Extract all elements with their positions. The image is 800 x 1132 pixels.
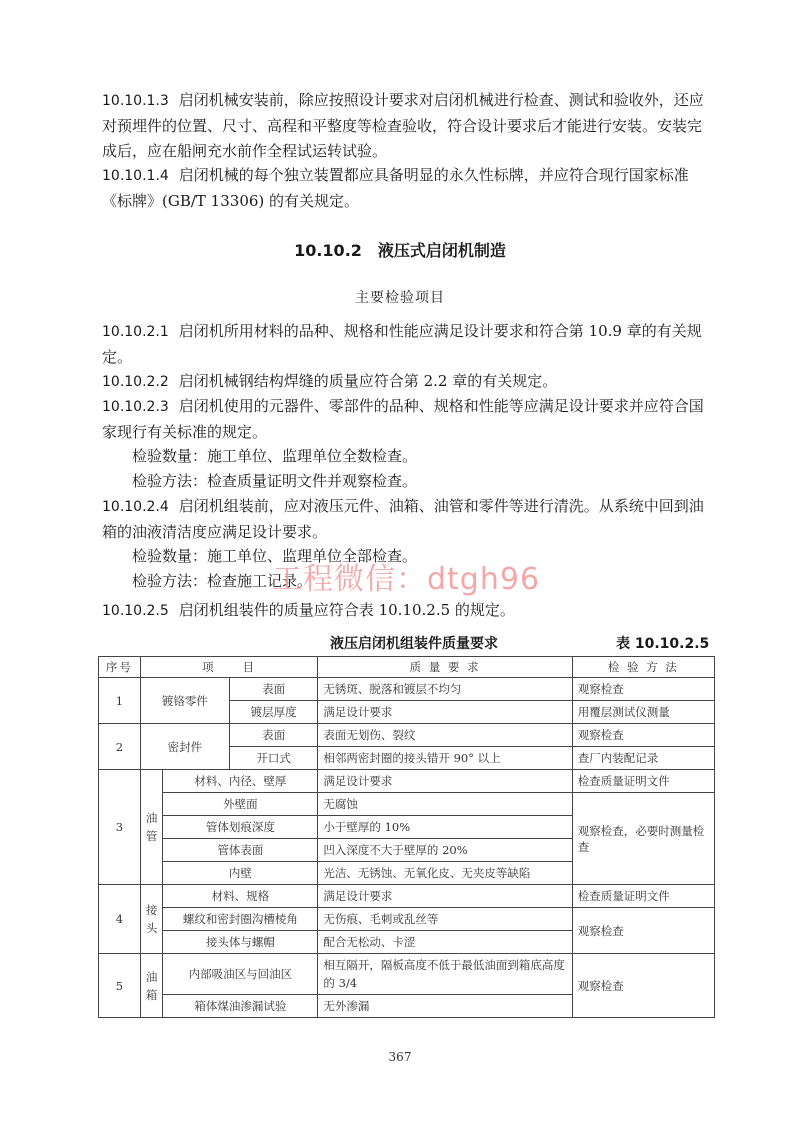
header-method: 检 验 方 法 bbox=[572, 657, 714, 678]
clause-10-10-2-3 bbox=[102, 394, 712, 445]
clause-number: 10.10.2.1 bbox=[102, 324, 169, 340]
method-cell: 检查质量证明文件 bbox=[572, 885, 714, 908]
header-quality: 质 量 要 求 bbox=[318, 657, 572, 678]
method-cell: 观察检查 bbox=[572, 724, 714, 747]
sub-title: 主要检验项目 bbox=[355, 290, 445, 306]
row-no: 5 bbox=[99, 954, 141, 1018]
quality-table bbox=[98, 656, 715, 1018]
sub-item: 内壁 bbox=[163, 862, 318, 885]
inspection-quantity: 检验数量：施工单位、监理单位全数检查。 bbox=[132, 447, 418, 465]
sub-item: 表面 bbox=[229, 678, 318, 701]
row-no: 1 bbox=[99, 678, 141, 724]
clause-text: 启闭机械的每个独立装置都应具备明显的永久性标牌，并应符合现行国家标准《标牌》(GB/T 13306) 的有关规定。 bbox=[102, 166, 689, 210]
quality-cell: 满足设计要求 bbox=[318, 701, 572, 724]
sub-item: 材料、规格 bbox=[163, 885, 318, 908]
method-cell: 用覆层测试仪测量 bbox=[572, 701, 714, 724]
inspection-method: 检验方法：检查质量证明文件并观察检查。 bbox=[132, 472, 418, 490]
sub-item: 管体划痕深度 bbox=[163, 816, 318, 839]
clause-number: 10.10.2.5 bbox=[102, 603, 169, 619]
item-name: 密封件 bbox=[140, 724, 229, 770]
item-name: 镀铬零件 bbox=[140, 678, 229, 724]
clause-text: 启闭机组装件的质量应符合表 10.10.2.5 的规定。 bbox=[178, 601, 515, 619]
watermark: 工程微信：dtgh96 bbox=[272, 562, 541, 597]
clause-10-10-2-2 bbox=[102, 369, 712, 395]
method-cell: 观察检查 bbox=[572, 908, 714, 954]
header-no: 序号 bbox=[99, 657, 141, 678]
quality-cell: 光洁、无锈蚀、无氧化皮、无夹皮等缺陷 bbox=[318, 862, 572, 885]
quality-cell: 无锈斑、脱落和镀层不均匀 bbox=[318, 678, 572, 701]
table-row bbox=[99, 908, 715, 931]
inspection-method: 检验方法：检查施工记录。 bbox=[132, 572, 313, 590]
item-name: 油 箱 bbox=[140, 954, 163, 1018]
method-cell: 检查质量证明文件 bbox=[572, 770, 714, 793]
quality-cell: 凹入深度不大于壁厚的 20% bbox=[318, 839, 572, 862]
table-row bbox=[99, 678, 715, 701]
item-name: 接 头 bbox=[140, 885, 163, 954]
clause-number: 10.10.2.2 bbox=[102, 374, 169, 390]
method-cell: 观察检查 bbox=[572, 678, 714, 701]
table-row bbox=[99, 954, 715, 995]
quality-cell: 无外渗漏 bbox=[318, 995, 572, 1018]
clause-text: 启闭机使用的元器件、零部件的品种、规格和性能等应满足设计要求并应符合国家现行有关标准的规定。 bbox=[102, 397, 704, 441]
table-row bbox=[99, 885, 715, 908]
section-title: 10.10.2 液压式启闭机制造 bbox=[294, 241, 506, 260]
method-cell: 查厂内装配记录 bbox=[572, 747, 714, 770]
clause-text: 启闭机所用材料的品种、规格和性能应满足设计要求和符合第 10.9 章的有关规定。 bbox=[102, 322, 702, 366]
clause-10-10-2-4 bbox=[102, 494, 712, 545]
clause-10-10-2-1 bbox=[102, 319, 712, 370]
quality-cell: 满足设计要求 bbox=[318, 770, 572, 793]
table-header-row bbox=[99, 657, 715, 678]
sub-item: 外壁面 bbox=[163, 793, 318, 816]
table-row bbox=[99, 770, 715, 793]
sub-item: 表面 bbox=[229, 724, 318, 747]
clause-number: 10.10.1.4 bbox=[102, 168, 169, 184]
row-no: 2 bbox=[99, 724, 141, 770]
clause-10-10-1-4 bbox=[102, 163, 712, 214]
sub-item: 接头体与螺帽 bbox=[163, 931, 318, 954]
clause-text: 启闭机组装前，应对液压元件、油箱、油管和零件等进行清洗。从系统中回到油箱的油液清洁度应满足设计要求。 bbox=[102, 497, 704, 541]
page-number: 367 bbox=[388, 1050, 412, 1064]
method-cell: 观察检查，必要时测量检查 bbox=[572, 793, 714, 885]
sub-item: 材料、内径、壁厚 bbox=[163, 770, 318, 793]
quality-cell: 无伤痕、毛刺或乱丝等 bbox=[318, 908, 572, 931]
quality-cell: 无腐蚀 bbox=[318, 793, 572, 816]
sub-item: 箱体煤油渗漏试验 bbox=[163, 995, 318, 1018]
quality-cell: 配合无松动、卡涩 bbox=[318, 931, 572, 954]
item-name: 油 管 bbox=[140, 770, 163, 885]
quality-cell: 相邻两密封圈的接头错开 90° 以上 bbox=[318, 747, 572, 770]
clause-number: 10.10.2.3 bbox=[102, 399, 169, 415]
clause-text: 启闭机械安装前，除应按照设计要求对启闭机械进行检查、测试和验收外，还应对预埋件的位置、尺寸、高程和平整度等检查验收，符合设计要求后才能进行安装。安装完成后，应在船闸充水前作全程试运转试验。 bbox=[102, 91, 704, 160]
inspection-quantity: 检验数量：施工单位、监理单位全部检查。 bbox=[132, 547, 418, 565]
row-no: 4 bbox=[99, 885, 141, 954]
quality-cell: 满足设计要求 bbox=[318, 885, 572, 908]
sub-item: 开口式 bbox=[229, 747, 318, 770]
table-row bbox=[99, 793, 715, 816]
table-row bbox=[99, 724, 715, 747]
clause-10-10-1-3 bbox=[102, 88, 712, 164]
sub-item: 镀层厚度 bbox=[229, 701, 318, 724]
sub-item: 内部吸油区与回油区 bbox=[163, 954, 318, 995]
quality-cell: 小于壁厚的 10% bbox=[318, 816, 572, 839]
row-no: 3 bbox=[99, 770, 141, 885]
method-cell: 观察检查 bbox=[572, 954, 714, 1018]
sub-item: 螺纹和密封圈沟槽棱角 bbox=[163, 908, 318, 931]
table-number: 表 10.10.2.5 bbox=[616, 636, 710, 652]
clause-number: 10.10.1.3 bbox=[102, 93, 169, 109]
clause-number: 10.10.2.4 bbox=[102, 499, 169, 515]
quality-cell: 相互隔开，隔板高度不低于最低油面到箱底高度的 3/4 bbox=[318, 954, 572, 995]
clause-text: 启闭机械钢结构焊缝的质量应符合第 2.2 章的有关规定。 bbox=[178, 372, 558, 390]
table-title: 液压启闭机组装件质量要求 bbox=[330, 636, 498, 652]
clause-10-10-2-5 bbox=[102, 598, 712, 624]
quality-cell: 表面无划伤、裂纹 bbox=[318, 724, 572, 747]
sub-item: 管体表面 bbox=[163, 839, 318, 862]
header-item: 项 目 bbox=[140, 657, 318, 678]
